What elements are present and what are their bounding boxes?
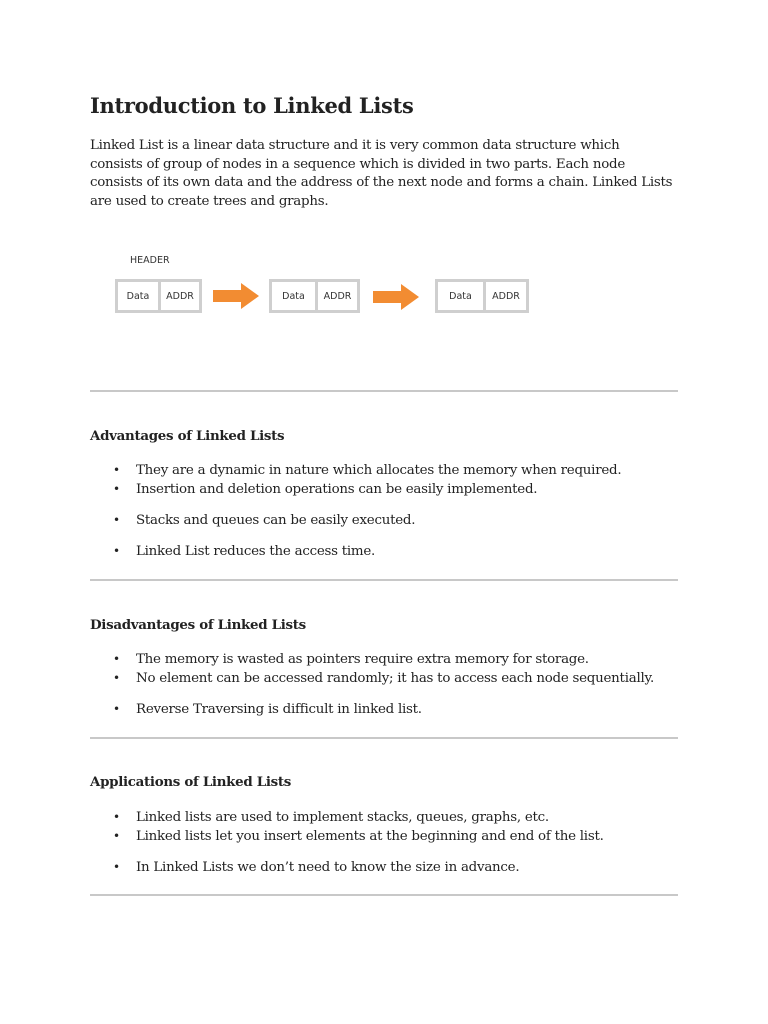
bullet-icon: • [113, 463, 120, 477]
list-item: • Reverse Traversing is difficult in linked list. [113, 702, 422, 717]
section-divider [90, 894, 678, 896]
linked-list-diagram [0, 0, 768, 340]
arrow-right-icon [371, 283, 421, 311]
list-node-2 [269, 279, 360, 313]
intro-paragraph: Linked List is a linear data structure and it is very common data structure which consists of group of nodes in a sequence which is divided in two parts. Each node consists of its own data and the address of the next node and forms a chain. Linked Lists are used to create trees and graphs. [90, 138, 673, 209]
advantages-heading: Advantages of Linked Lists [90, 428, 285, 444]
list-item: • The memory is wasted as pointers require extra memory for storage. [113, 652, 589, 667]
section-divider [90, 390, 678, 392]
list-item: • They are a dynamic in nature which allocates the memory when required. [113, 463, 622, 478]
bullet-icon: • [113, 829, 120, 843]
list-node-3 [435, 279, 529, 313]
page-title: Introduction to Linked Lists [90, 93, 414, 118]
node-data-cell: Data [118, 282, 161, 310]
bullet-icon: • [113, 513, 120, 527]
node-addr-cell: ADDR [323, 290, 352, 302]
bullet-icon: • [113, 482, 120, 496]
section-divider [90, 737, 678, 739]
node-addr-cell: ADDR [166, 290, 194, 302]
applications-heading: Applications of Linked Lists [90, 774, 292, 790]
section-divider [90, 579, 678, 581]
node-data-cell: Data [438, 282, 486, 310]
disadvantages-heading: Disadvantages of Linked Lists [90, 617, 306, 633]
list-item: • Linked List reduces the access time. [113, 544, 376, 559]
node-addr-cell: ADDR [492, 290, 520, 302]
list-item: • In Linked Lists we don’t need to know the size in advance. [113, 860, 520, 875]
arrow-right-icon [211, 282, 261, 310]
bullet-icon: • [113, 652, 120, 666]
bullet-icon: • [113, 860, 120, 874]
node-data-cell: Data [272, 282, 318, 310]
bullet-icon: • [113, 810, 120, 824]
list-item: • Linked lists are used to implement stacks, queues, graphs, etc. [113, 810, 549, 825]
list-item: • Linked lists let you insert elements at the beginning and end of the list. [113, 829, 604, 844]
list-item: • No element can be accessed randomly; it has to access each node sequentially. [113, 671, 655, 686]
header-label: HEADER [130, 255, 170, 266]
list-item: • Insertion and deletion operations can be easily implemented. [113, 482, 538, 497]
list-node-1 [115, 279, 202, 313]
list-item: • Stacks and queues can be easily executed. [113, 513, 416, 528]
bullet-icon: • [113, 671, 120, 685]
bullet-icon: • [113, 702, 120, 716]
bullet-icon: • [113, 544, 120, 558]
